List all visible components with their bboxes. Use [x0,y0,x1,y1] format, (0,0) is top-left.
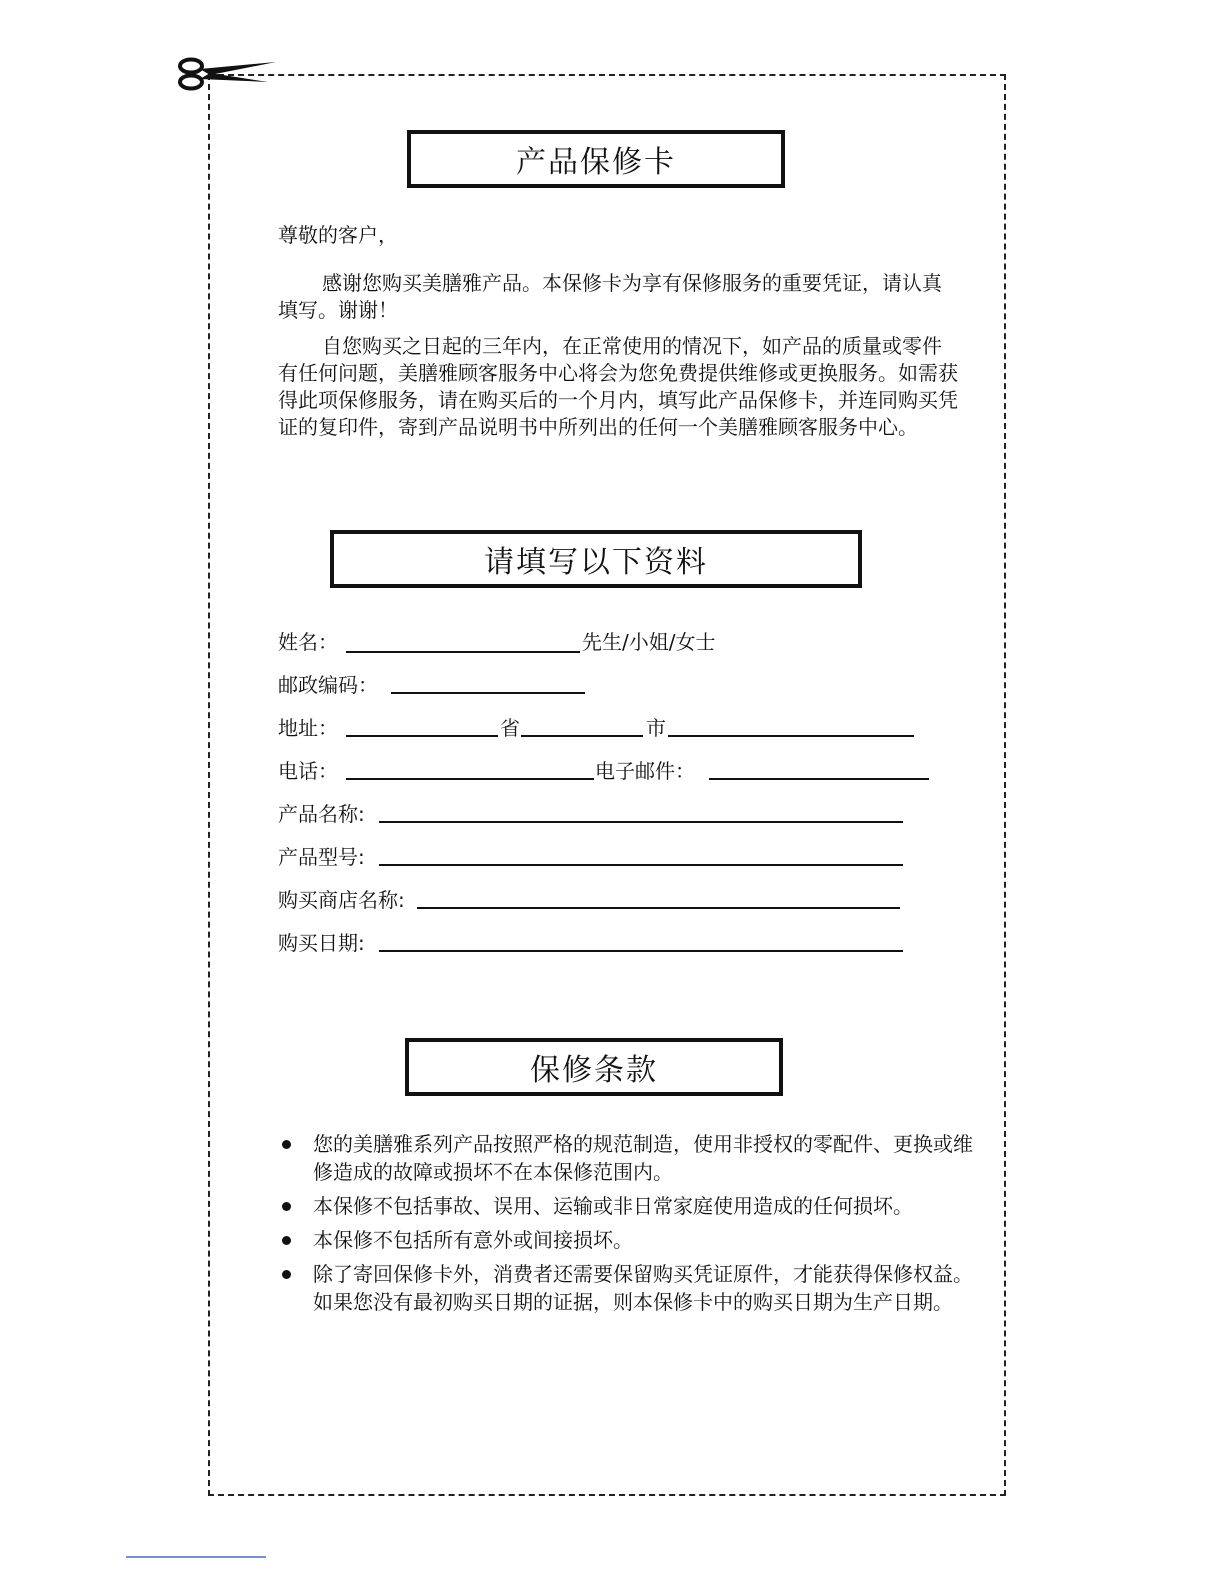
terms-list [278,1130,978,1322]
product-name-label: 产品名称: [278,802,365,826]
name-label: 姓名： [278,630,338,654]
list-item: 您的美膳雅系列产品按照严格的规范制造，使用非授权的零配件、更换或维修造成的故障或损坏不在本保修范围内。 [278,1130,978,1186]
warranty-card-title: 产品保修卡 [407,130,785,188]
intro-paragraph: 感谢您购买美膳雅产品。本保修卡为享有保修服务的重要凭证，请认真填写。谢谢！ [278,271,942,322]
name-title-suffix: 先生/小姐/女士 [582,630,716,654]
postcode-label: 邮政编码： [278,673,378,697]
city-field[interactable] [521,735,643,737]
product-name-field[interactable] [379,821,903,823]
warranty-description: 自您购买之日起的三年内，在正常使用的情况下，如产品的质量或零件有任何问题，美膳雅顾客服务中心将会为您免费提供维修或更换服务。如需获得此项保修服务，请在购买后的一个月内，填写此产品保修卡，并连同购买凭证的复印件，寄到产品说明书中所列出的任何一个美膳雅顾客服务中心。 [278,334,958,439]
bullet-icon [282,1270,291,1279]
greeting: 尊敬的客户， [278,223,398,247]
province-field[interactable] [346,735,498,737]
product-model-field[interactable] [379,864,903,866]
province-label: 省 [500,716,520,740]
bullet-icon [282,1202,291,1211]
email-label: 电子邮件： [595,759,695,783]
product-model-label: 产品型号: [278,845,365,869]
email-field[interactable] [709,778,929,780]
bullet-icon [282,1140,291,1149]
purchase-date-field[interactable] [379,950,903,952]
address-label: 地址： [278,716,338,740]
store-label: 购买商店名称: [278,888,405,912]
terms-section-title: 保修条款 [405,1038,783,1096]
address-detail-field[interactable] [668,735,914,737]
phone-field[interactable] [346,778,594,780]
list-item: 本保修不包括事故、误用、运输或非日常家庭使用造成的任何损坏。 [278,1192,978,1220]
purchase-date-label: 购买日期: [278,931,365,955]
phone-label: 电话： [278,759,338,783]
postcode-field[interactable] [391,692,585,694]
city-label: 市 [646,716,666,740]
list-item: 除了寄回保修卡外，消费者还需要保留购买凭证原件，才能获得保修权益。如果您没有最初购买日期的证据，则本保修卡中的购买日期为生产日期。 [278,1260,978,1316]
store-field[interactable] [417,907,900,909]
form-section-title: 请填写以下资料 [330,530,862,588]
name-field[interactable] [346,651,580,653]
footer-divider [126,1556,266,1558]
bullet-icon [282,1236,291,1245]
list-item: 本保修不包括所有意外或间接损坏。 [278,1226,978,1254]
scissors-icon [176,56,280,92]
